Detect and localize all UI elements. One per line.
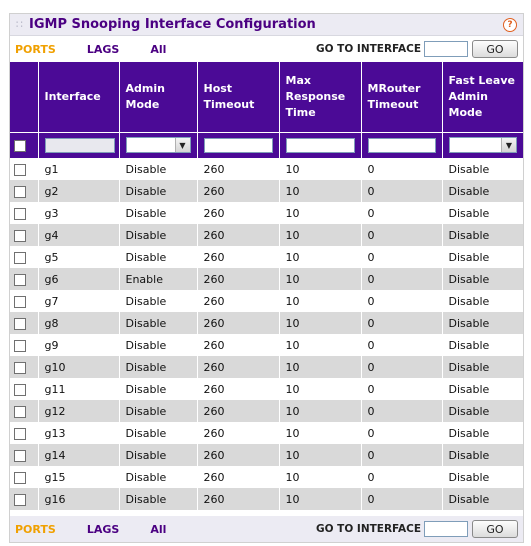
host-timeout-cell: 260 xyxy=(197,158,279,180)
fast-leave-cell: Disable xyxy=(442,158,523,180)
row-checkbox[interactable] xyxy=(14,472,26,484)
admin-mode-cell: Disable xyxy=(119,312,197,334)
table-row[interactable] xyxy=(10,268,523,290)
fast-leave-cell: Disable xyxy=(442,488,523,510)
host-timeout-cell: 260 xyxy=(197,334,279,356)
max-response-cell: 10 xyxy=(279,180,361,202)
mrouter-timeout-cell: 0 xyxy=(361,400,442,422)
mrouter-timeout-cell: 0 xyxy=(361,488,442,510)
chevron-down-icon[interactable]: ▼ xyxy=(175,138,190,152)
fast-leave-cell: Disable xyxy=(442,444,523,466)
max-response-cell: 10 xyxy=(279,312,361,334)
host-timeout-cell: 260 xyxy=(197,290,279,312)
admin-mode-select[interactable] xyxy=(126,137,191,153)
panel-titlebar xyxy=(10,14,523,36)
row-select-cell xyxy=(10,180,38,202)
mrouter-timeout-input[interactable] xyxy=(368,138,436,153)
page-title: IGMP Snooping Interface Configuration xyxy=(29,17,316,32)
select-all-checkbox[interactable] xyxy=(14,140,26,152)
nav-all[interactable]: All xyxy=(150,42,167,56)
row-checkbox[interactable] xyxy=(14,318,26,330)
table-row[interactable] xyxy=(10,312,523,334)
row-checkbox[interactable] xyxy=(14,428,26,440)
admin-mode-cell: Disable xyxy=(119,488,197,510)
interface-cell: g5 xyxy=(38,246,119,268)
interface-table xyxy=(10,62,523,510)
fast-leave-cell: Disable xyxy=(442,202,523,224)
row-select-cell xyxy=(10,422,38,444)
admin-mode-cell: Disable xyxy=(119,378,197,400)
goto-interface-input[interactable] xyxy=(424,521,468,537)
row-select-cell xyxy=(10,356,38,378)
fast-leave-cell: Disable xyxy=(442,466,523,488)
header-host-timeout: Host Timeout xyxy=(197,62,279,132)
fast-leave-cell: Disable xyxy=(442,180,523,202)
table-row[interactable] xyxy=(10,444,523,466)
row-select-cell xyxy=(10,268,38,290)
interface-cell: g9 xyxy=(38,334,119,356)
row-checkbox[interactable] xyxy=(14,208,26,220)
goto-interface-label: GO TO INTERFACE xyxy=(315,523,421,535)
table-row[interactable] xyxy=(10,246,523,268)
header-select xyxy=(10,62,38,132)
max-response-cell: 10 xyxy=(279,334,361,356)
mrouter-timeout-cell: 0 xyxy=(361,246,442,268)
max-response-cell: 10 xyxy=(279,378,361,400)
filter-admin-cell xyxy=(119,132,197,158)
max-response-cell: 10 xyxy=(279,466,361,488)
interface-cell: g12 xyxy=(38,400,119,422)
interface-cell: g10 xyxy=(38,356,119,378)
go-button[interactable]: GO xyxy=(472,40,518,58)
interface-cell: g4 xyxy=(38,224,119,246)
mrouter-timeout-cell: 0 xyxy=(361,466,442,488)
max-response-cell: 10 xyxy=(279,246,361,268)
interface-cell: g11 xyxy=(38,378,119,400)
max-response-input[interactable] xyxy=(286,138,355,153)
table-row[interactable] xyxy=(10,378,523,400)
table-row[interactable] xyxy=(10,224,523,246)
filter-host-cell xyxy=(197,132,279,158)
fast-leave-cell: Disable xyxy=(442,246,523,268)
interface-cell: g1 xyxy=(38,158,119,180)
row-select-cell xyxy=(10,334,38,356)
host-timeout-cell: 260 xyxy=(197,356,279,378)
row-checkbox[interactable] xyxy=(14,296,26,308)
row-select-cell xyxy=(10,488,38,510)
admin-mode-cell: Disable xyxy=(119,246,197,268)
admin-mode-cell: Disable xyxy=(119,224,197,246)
interface-cell: g14 xyxy=(38,444,119,466)
host-timeout-cell: 260 xyxy=(197,268,279,290)
row-select-cell xyxy=(10,202,38,224)
filter-row xyxy=(10,132,523,158)
row-checkbox[interactable] xyxy=(14,274,26,286)
nav-lags[interactable]: LAGS xyxy=(86,522,120,536)
row-checkbox[interactable] xyxy=(14,494,26,506)
host-timeout-input[interactable] xyxy=(204,138,273,153)
fast-leave-cell: Disable xyxy=(442,400,523,422)
mrouter-timeout-cell: 0 xyxy=(361,378,442,400)
row-select-cell xyxy=(10,312,38,334)
host-timeout-cell: 260 xyxy=(197,202,279,224)
go-button[interactable]: GO xyxy=(472,520,518,538)
interface-cell: g2 xyxy=(38,180,119,202)
nav-all[interactable]: All xyxy=(150,522,167,536)
max-response-cell: 10 xyxy=(279,356,361,378)
max-response-cell: 10 xyxy=(279,224,361,246)
host-timeout-cell: 260 xyxy=(197,246,279,268)
drag-grip-icon: ∷ xyxy=(16,18,22,31)
admin-mode-cell: Disable xyxy=(119,422,197,444)
max-response-cell: 10 xyxy=(279,290,361,312)
interface-cell: g8 xyxy=(38,312,119,334)
max-response-cell: 10 xyxy=(279,422,361,444)
mrouter-timeout-cell: 0 xyxy=(361,444,442,466)
table-header-row xyxy=(10,62,523,132)
row-checkbox[interactable] xyxy=(14,406,26,418)
goto-interface-input[interactable] xyxy=(424,41,468,57)
header-mrouter-timeout: MRouter Timeout xyxy=(361,62,442,132)
row-checkbox[interactable] xyxy=(14,450,26,462)
top-nav xyxy=(10,36,523,62)
mrouter-timeout-cell: 0 xyxy=(361,224,442,246)
row-select-cell xyxy=(10,378,38,400)
header-admin-mode: Admin Mode xyxy=(119,62,197,132)
host-timeout-cell: 260 xyxy=(197,180,279,202)
table-row[interactable] xyxy=(10,422,523,444)
fast-leave-cell: Disable xyxy=(442,224,523,246)
host-timeout-cell: 260 xyxy=(197,224,279,246)
row-checkbox[interactable] xyxy=(14,186,26,198)
mrouter-timeout-cell: 0 xyxy=(361,268,442,290)
row-checkbox[interactable] xyxy=(14,164,26,176)
row-select-cell xyxy=(10,246,38,268)
admin-mode-cell: Disable xyxy=(119,356,197,378)
interface-cell: g3 xyxy=(38,202,119,224)
nav-lags[interactable]: LAGS xyxy=(86,42,120,56)
help-icon[interactable]: ? xyxy=(503,18,517,32)
row-checkbox[interactable] xyxy=(14,340,26,352)
max-response-cell: 10 xyxy=(279,444,361,466)
table-row[interactable] xyxy=(10,158,523,180)
host-timeout-cell: 260 xyxy=(197,400,279,422)
table-row[interactable] xyxy=(10,466,523,488)
row-select-cell xyxy=(10,466,38,488)
interface-cell: g16 xyxy=(38,488,119,510)
mrouter-timeout-cell: 0 xyxy=(361,356,442,378)
max-response-cell: 10 xyxy=(279,400,361,422)
admin-mode-cell: Enable xyxy=(119,268,197,290)
fast-leave-cell: Disable xyxy=(442,422,523,444)
igmp-config-panel xyxy=(9,13,524,543)
filter-maxresp-cell xyxy=(279,132,361,158)
mrouter-timeout-cell: 0 xyxy=(361,312,442,334)
nav-ports[interactable]: PORTS xyxy=(15,42,56,56)
fast-leave-cell: Disable xyxy=(442,312,523,334)
row-select-cell xyxy=(10,158,38,180)
host-timeout-cell: 260 xyxy=(197,422,279,444)
fast-leave-select[interactable] xyxy=(449,137,518,153)
interface-cell: g6 xyxy=(38,268,119,290)
fast-leave-cell: Disable xyxy=(442,334,523,356)
table-row[interactable] xyxy=(10,400,523,422)
admin-mode-cell: Disable xyxy=(119,290,197,312)
admin-mode-cell: Disable xyxy=(119,466,197,488)
admin-mode-cell: Disable xyxy=(119,444,197,466)
header-fast-leave: Fast Leave Admin Mode xyxy=(442,62,523,132)
admin-mode-cell: Disable xyxy=(119,202,197,224)
table-row[interactable] xyxy=(10,488,523,510)
row-checkbox[interactable] xyxy=(14,252,26,264)
host-timeout-cell: 260 xyxy=(197,488,279,510)
header-max-response-time: Max Response Time xyxy=(279,62,361,132)
mrouter-timeout-cell: 0 xyxy=(361,422,442,444)
host-timeout-cell: 260 xyxy=(197,378,279,400)
mrouter-timeout-cell: 0 xyxy=(361,202,442,224)
fast-leave-cell: Disable xyxy=(442,378,523,400)
admin-mode-cell: Disable xyxy=(119,334,197,356)
mrouter-timeout-cell: 0 xyxy=(361,180,442,202)
fast-leave-cell: Disable xyxy=(442,268,523,290)
host-timeout-cell: 260 xyxy=(197,444,279,466)
mrouter-timeout-cell: 0 xyxy=(361,158,442,180)
interface-filter-input[interactable] xyxy=(45,138,115,153)
bottom-nav xyxy=(10,516,523,542)
nav-ports[interactable]: PORTS xyxy=(15,522,56,536)
filter-fastleave-cell xyxy=(442,132,523,158)
mrouter-timeout-cell: 0 xyxy=(361,290,442,312)
host-timeout-cell: 260 xyxy=(197,466,279,488)
interface-cell: g15 xyxy=(38,466,119,488)
max-response-cell: 10 xyxy=(279,202,361,224)
interface-cell: g13 xyxy=(38,422,119,444)
table-row[interactable] xyxy=(10,334,523,356)
row-select-cell xyxy=(10,224,38,246)
row-checkbox[interactable] xyxy=(14,362,26,374)
row-checkbox[interactable] xyxy=(14,230,26,242)
table-row[interactable] xyxy=(10,356,523,378)
max-response-cell: 10 xyxy=(279,158,361,180)
table-row[interactable] xyxy=(10,202,523,224)
row-select-cell xyxy=(10,290,38,312)
fast-leave-cell: Disable xyxy=(442,290,523,312)
admin-mode-cell: Disable xyxy=(119,180,197,202)
table-row[interactable] xyxy=(10,180,523,202)
filter-select-cell xyxy=(10,132,38,158)
mrouter-timeout-cell: 0 xyxy=(361,334,442,356)
max-response-cell: 10 xyxy=(279,488,361,510)
goto-interface-label: GO TO INTERFACE xyxy=(315,43,421,55)
filter-interface-cell xyxy=(38,132,119,158)
admin-mode-cell: Disable xyxy=(119,158,197,180)
fast-leave-cell: Disable xyxy=(442,356,523,378)
table-row[interactable] xyxy=(10,290,523,312)
filter-mrouter-cell xyxy=(361,132,442,158)
row-select-cell xyxy=(10,444,38,466)
row-select-cell xyxy=(10,400,38,422)
admin-mode-cell: Disable xyxy=(119,400,197,422)
host-timeout-cell: 260 xyxy=(197,312,279,334)
row-checkbox[interactable] xyxy=(14,384,26,396)
chevron-down-icon[interactable]: ▼ xyxy=(501,138,516,152)
interface-cell: g7 xyxy=(38,290,119,312)
max-response-cell: 10 xyxy=(279,268,361,290)
header-interface: Interface xyxy=(38,62,119,132)
